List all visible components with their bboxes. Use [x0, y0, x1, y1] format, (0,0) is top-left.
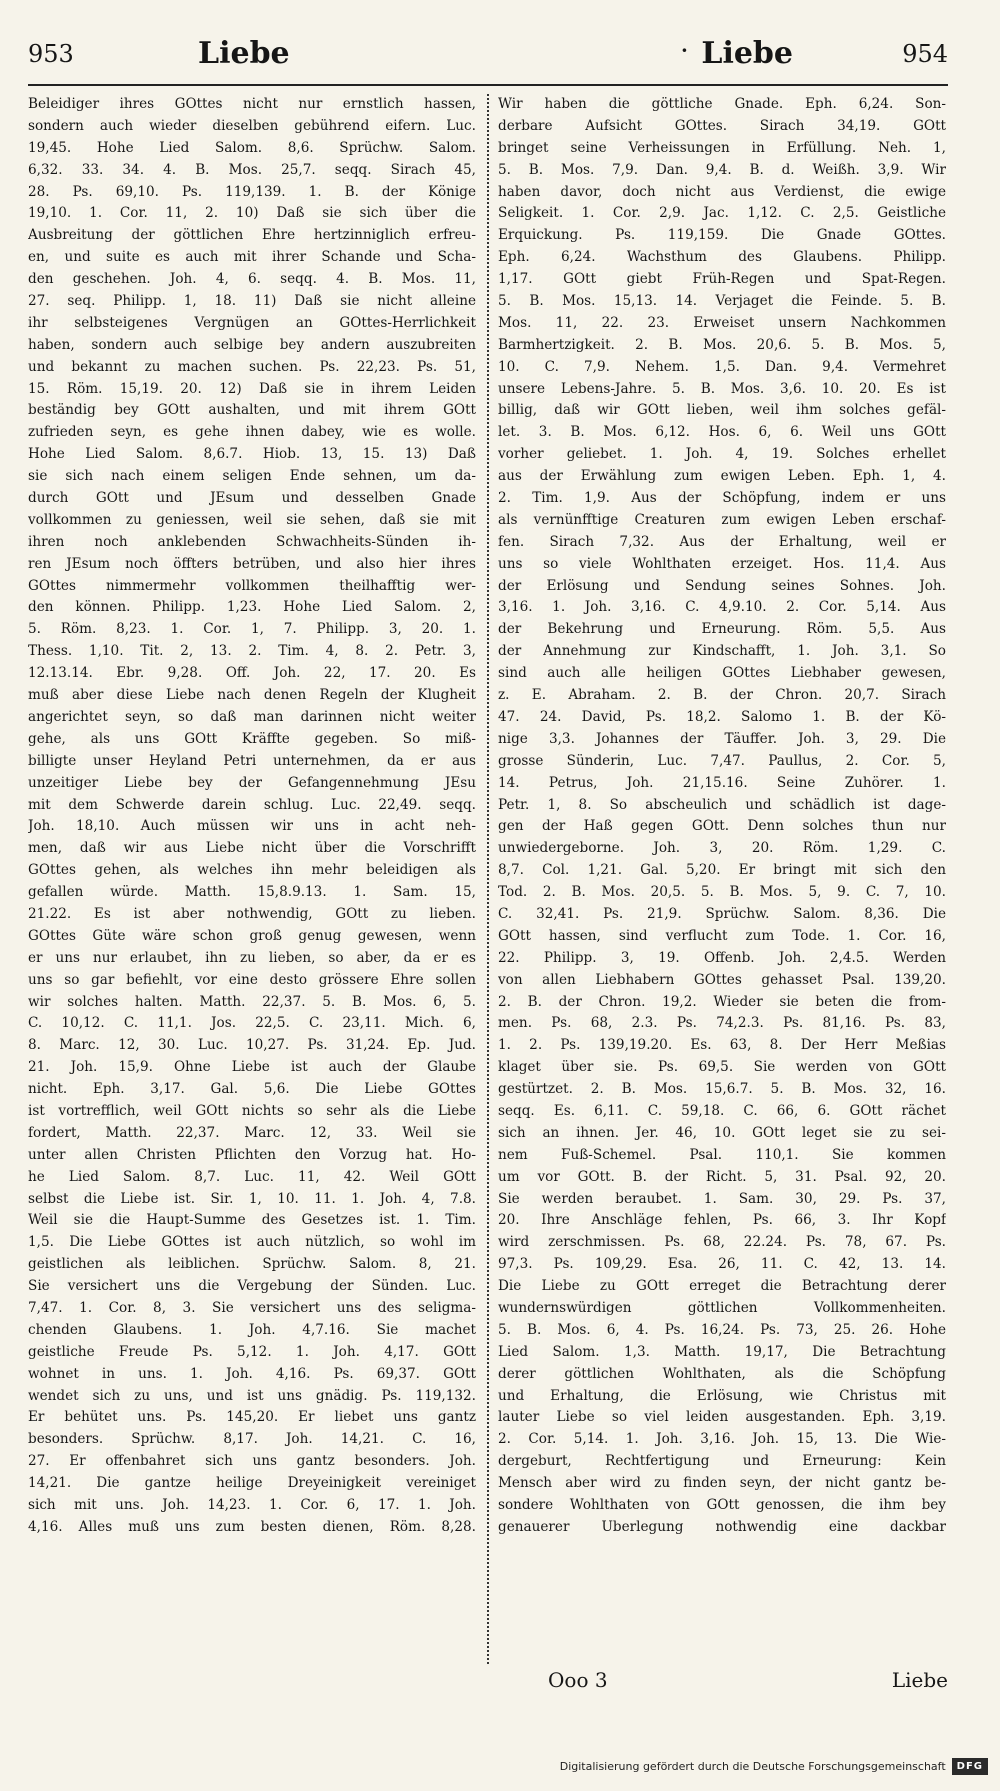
text-line: haben, sondern auch selbige bey andern auszubreiten	[28, 336, 476, 353]
right-running-title: Liebe	[701, 36, 793, 71]
text-line: sind auch alle heiligen GOttes Liebhaber gewesen,	[498, 665, 946, 682]
text-line: 4,16. Alles muß uns zum besten dienen, Röm. 8,28.	[28, 1518, 476, 1535]
text-line: wohnet in uns. 1. Joh. 4,16. Ps. 69,37. GOtt	[28, 1365, 476, 1382]
text-line: besonders. Sprüchw. 8,17. Joh. 14,21. C. 16,	[28, 1431, 476, 1448]
text-line: durch GOtt und JEsum und desselben Gnade	[28, 490, 476, 507]
text-line: he Lied Salom. 8,7. Luc. 11, 42. Weil GOtt	[28, 1168, 476, 1185]
text-line: 6,32. 33. 34. 4. B. Mos. 25,7. seqq. Sirach 45,	[28, 161, 476, 178]
text-line: C. 10,12. C. 11,1. Jos. 22,5. C. 23,11. Mich. 6,	[28, 1015, 476, 1032]
text-line: genauerer Uberlegung nothwendig eine dackbar	[498, 1518, 946, 1535]
catchword: Liebe	[891, 1668, 948, 1692]
credit-text: Digitalisierung gefördert durch die Deutsche Forschungsgemeinschaft	[559, 1759, 946, 1773]
text-line: 22. Philipp. 3, 19. Offenb. Joh. 2,4.5. Werden	[498, 949, 946, 966]
text-line: 2. Cor. 5,14. 1. Joh. 3,16. Joh. 15, 13. Die Wie-	[498, 1431, 946, 1448]
text-line: Die Liebe zu GOtt erreget die Betrachtung derer	[498, 1278, 946, 1295]
left-page-number: 953	[28, 40, 74, 68]
left-running-title: Liebe	[198, 36, 290, 71]
text-line: Beleidiger ihres GOttes nicht nur ernstlich hassen,	[28, 96, 476, 112]
text-line: als vernünfftige Creaturen zum ewigen Leben erschaf-	[498, 511, 946, 528]
text-line: C. 32,41. Ps. 21,9. Sprüchw. Salom. 8,36. Die	[498, 905, 946, 922]
text-line: ihren noch anklebenden Schwachheits-Sünden ih-	[28, 533, 476, 550]
text-line: GOtt hassen, sind verflucht zum Tode. 1. Cor. 16,	[498, 927, 946, 944]
text-line: dergeburt, Rechtfertigung und Erneurung: Kein	[498, 1453, 946, 1470]
text-line: 14,21. Die gantze heilige Dreyeinigkeit vereiniget	[28, 1475, 476, 1492]
text-line: 12.13.14. Ebr. 9,28. Off. Joh. 22, 17. 20. Es	[28, 665, 476, 682]
text-line: sondern auch wieder dieselben gebührend eifern. Luc.	[28, 117, 476, 134]
text-line: wir solches halten. Matth. 22,37. 5. B. Mos. 6, 5.	[28, 993, 476, 1010]
text-line: 97,3. Ps. 109,29. Esa. 26, 11. C. 42, 13. 14.	[498, 1256, 946, 1273]
text-line: er uns nur erlaubet, ihn zu lieben, so aber, da er es	[28, 949, 476, 966]
text-line: 27. Er offenbahret sich uns gantz besonders. Joh.	[28, 1453, 476, 1470]
text-line: nem Fuß-Schemel. Psal. 110,1. Sie kommen	[498, 1146, 946, 1163]
text-line: z. E. Abraham. 2. B. der Chron. 20,7. Sirach	[498, 687, 946, 704]
page-header	[28, 32, 948, 80]
text-line: sie sich nach einem seligen Ende sehnen, um da-	[28, 468, 476, 485]
text-line: men, daß wir aus Liebe nicht über die Vorschrifft	[28, 840, 476, 857]
text-line: Seligkeit. 1. Cor. 2,9. Jac. 1,12. C. 2,5. Geistliche	[498, 205, 946, 222]
text-line: 15. Röm. 15,19. 20. 12) Daß sie in ihrem Leiden	[28, 380, 476, 397]
text-line: muß aber diese Liebe nach denen Regeln der Klugheit	[28, 687, 476, 704]
right-text-column	[498, 94, 946, 1539]
text-line: 27. seq. Philipp. 1, 18. 11) Daß sie nicht alleine	[28, 293, 476, 310]
text-line: Mensch aber wird zu finden seyn, der nicht gantz be-	[498, 1475, 946, 1492]
text-line: Weil sie die Haupt-Summe des Gesetzes ist. 1. Tim.	[28, 1212, 476, 1229]
text-line: 5. Röm. 8,23. 1. Cor. 1, 7. Philipp. 3, 20. 1.	[28, 621, 476, 638]
text-line: Er behütet uns. Ps. 145,20. Er liebet uns gantz	[28, 1409, 476, 1426]
text-line: 7,47. 1. Cor. 8, 3. Sie versichert uns des seligma-	[28, 1299, 476, 1316]
text-line: um vor GOtt. B. der Richt. 5, 31. Psal. 92, 20.	[498, 1168, 946, 1185]
text-line: der Bekehrung und Erneurung. Röm. 5,5. Aus	[498, 621, 946, 638]
digitization-credit	[560, 1755, 988, 1777]
text-line: nige 3,3. Johannes der Täuffer. Joh. 3, 29. Die	[498, 730, 946, 747]
text-line: geistlichen als leiblichen. Sprüchw. Salom. 8, 21.	[28, 1256, 476, 1273]
text-line: derbare Aufsicht GOttes. Sirach 34,19. GOtt	[498, 117, 946, 134]
text-line: wird zerschmissen. Ps. 68, 22.24. Ps. 78, 67. Ps.	[498, 1234, 946, 1251]
text-line: sich an ihnen. Jer. 46, 10. GOtt leget sie zu sei-	[498, 1124, 946, 1141]
text-line: ren JEsum noch öffters betrüben, und also hier ihres	[28, 555, 476, 572]
text-line: Petr. 1, 8. So abscheulich und schädlich ist dage-	[498, 796, 946, 813]
text-line: ihr selbsteigenes Vergnügen an GOttes-Herrlichkeit	[28, 314, 476, 331]
text-line: 19,45. Hohe Lied Salom. 8,6. Sprüchw. Salom.	[28, 139, 476, 156]
signature-mark: Ooo 3	[548, 1668, 608, 1692]
text-line: Joh. 18,10. Auch müssen wir uns in acht neh-	[28, 818, 476, 835]
text-line: 20. Ihre Anschläge fehlen, Ps. 66, 3. Ihr Kopf	[498, 1212, 946, 1229]
text-line: aus der Erwählung zum ewigen Leben. Eph. 1, 4.	[498, 468, 946, 485]
text-line: 3,16. 1. Joh. 3,16. C. 4,9.10. 2. Cor. 5,14. Aus	[498, 599, 946, 616]
text-line: 2. B. der Chron. 19,2. Wieder sie beten die from-	[498, 993, 946, 1010]
text-line: Sie versichert uns die Vergebung der Sünden. Luc.	[28, 1278, 476, 1295]
text-line: 28. Ps. 69,10. Ps. 119,139. 1. B. der Könige	[28, 183, 476, 200]
left-text-column	[28, 94, 476, 1539]
text-line: Erquickung. Ps. 119,159. Die Gnade GOttes.	[498, 227, 946, 244]
text-line: 19,10. 1. Cor. 11, 2. 10) Daß sie sich über die	[28, 205, 476, 222]
text-line: Lied Salom. 1,3. Matth. 19,17, Die Betrachtung	[498, 1343, 946, 1360]
text-line: selbst die Liebe ist. Sir. 1, 10. 11. 1. Joh. 4, 7.8.	[28, 1190, 476, 1207]
text-line: 21. Joh. 15,9. Ohne Liebe ist auch der Glaube	[28, 1059, 476, 1076]
text-line: uns so viele Wohlthaten erzeiget. Hos. 11,4. Aus	[498, 555, 946, 572]
text-line: GOttes gehen, als welches ihn mehr beleidigen als	[28, 862, 476, 879]
text-line: men. Ps. 68, 2.3. Ps. 74,2.3. Ps. 81,16. Ps. 83,	[498, 1015, 946, 1032]
text-line: let. 3. B. Mos. 6,12. Hos. 6, 6. Weil uns GOtt	[498, 424, 946, 441]
text-line: Barmhertzigkeit. 2. B. Mos. 20,6. 5. B. Mos. 5,	[498, 336, 946, 353]
text-line: angerichtet seyn, so daß man darinnen nicht weiter	[28, 708, 476, 725]
text-line: den können. Philipp. 1,23. Hohe Lied Salom. 2,	[28, 599, 476, 616]
text-line: 10. C. 7,9. Nehem. 1,5. Dan. 9,4. Vermehret	[498, 358, 946, 375]
text-line: der Annehmung zur Kindschafft, 1. Joh. 3,1. So	[498, 643, 946, 660]
text-line: 1,17. GOtt giebt Früh-Regen und Spat-Regen.	[498, 271, 946, 288]
text-line: sich mit uns. Joh. 14,23. 1. Cor. 6, 17. 1. Joh.	[28, 1497, 476, 1513]
text-line: ist vortrefflich, weil GOtt nichts so sehr als die Liebe	[28, 1102, 476, 1119]
text-line: Wir haben die göttliche Gnade. Eph. 6,24. Son-	[498, 96, 946, 112]
text-line: seqq. Es. 6,11. C. 59,18. C. 66, 6. GOtt rächet	[498, 1102, 946, 1119]
text-line: Ausbreitung der göttlichen Ehre hertzinniglich erfreu-	[28, 227, 476, 244]
text-line: en, und suite es auch mit ihrer Schande und Scha-	[28, 249, 476, 266]
text-line: gefallen würde. Matth. 15,8.9.13. 1. Sam. 15,	[28, 884, 476, 901]
text-line: und bekannt zu machen suchen. Ps. 22,23. Ps. 51,	[28, 358, 476, 375]
text-line: geistliche Freude Ps. 5,12. 1. Joh. 4,17. GOtt	[28, 1343, 476, 1360]
text-line: GOttes Güte wäre schon groß genug gewesen, wenn	[28, 927, 476, 944]
text-line: 1,5. Die Liebe GOttes ist auch nützlich, so wohl im	[28, 1234, 476, 1251]
text-line: fordert, Matth. 22,37. Marc. 12, 33. Weil sie	[28, 1124, 476, 1141]
right-page-number: 954	[902, 40, 948, 68]
text-line: sondere Wohlthaten von GOtt genossen, die ihm bey	[498, 1497, 946, 1513]
text-line: 1. 2. Ps. 139,19.20. Es. 63, 8. Der Herr Meßias	[498, 1037, 946, 1054]
text-line: gestürtzet. 2. B. Mos. 15,6.7. 5. B. Mos. 32, 16.	[498, 1081, 946, 1098]
header-rule	[28, 84, 948, 86]
text-line: grosse Sünderin, Luc. 7,47. Paullus, 2. Cor. 5,	[498, 752, 946, 769]
text-line: Mos. 11, 22. 23. Erweiset unsern Nachkommen	[498, 314, 946, 331]
text-line: der Erlösung und Sendung seines Sohnes. Joh.	[498, 577, 946, 594]
text-line: 5. B. Mos. 7,9. Dan. 9,4. B. d. Weißh. 3,9. Wir	[498, 161, 946, 178]
text-line: bringet seine Verheissungen in Erfüllung. Neh. 1,	[498, 139, 946, 156]
text-line: 21.22. Es ist aber nothwendig, GOtt zu lieben.	[28, 905, 476, 922]
text-line: fen. Sirach 7,32. Aus der Erhaltung, weil er	[498, 533, 946, 550]
text-line: Sie werden beraubet. 1. Sam. 30, 29. Ps. 37,	[498, 1190, 946, 1207]
text-line: unwiedergeborne. Joh. 3, 20. Röm. 1,29. C.	[498, 840, 946, 857]
text-line: 8,7. Col. 1,21. Gal. 5,20. Er bringt mit sich den	[498, 862, 946, 879]
text-line: mit dem Schwerde darein schlug. Luc. 22,49. seqq.	[28, 796, 476, 813]
text-line: 5. B. Mos. 6, 4. Ps. 16,24. Ps. 73, 25. 26. Hohe	[498, 1321, 946, 1338]
text-line: billigte unser Heyland Petri unternehmen, da er aus	[28, 752, 476, 769]
column-divider	[487, 94, 489, 1664]
text-line: von allen Liebhabern GOttes gehasset Psal. 139,20.	[498, 971, 946, 988]
text-line: Thess. 1,10. Tit. 2, 13. 2. Tim. 4, 8. 2. Petr. 3,	[28, 643, 476, 660]
text-line: beständig bey GOtt aushalten, und mit ihrem GOtt	[28, 402, 476, 419]
text-line: uns so gar befiehlt, vor eine desto grössere Ehre sollen	[28, 971, 476, 988]
text-line: und Erhaltung, die Erlösung, wie Christus mit	[498, 1387, 946, 1404]
text-line: billig, daß wir GOtt lieben, weil ihm solches gefäl-	[498, 402, 946, 419]
text-line: haben davor, doch nicht aus Verdienst, die ewige	[498, 183, 946, 200]
text-line: Tod. 2. B. Mos. 20,5. 5. B. Mos. 5, 9. C. 7, 10.	[498, 884, 946, 901]
text-line: den geschehen. Joh. 4, 6. seqq. 4. B. Mos. 11,	[28, 271, 476, 288]
text-line: 47. 24. David, Ps. 18,2. Salomo 1. B. der Kö-	[498, 708, 946, 725]
text-line: chenden Glaubens. 1. Joh. 4,7.16. Sie machet	[28, 1321, 476, 1338]
text-line: unzeitiger Liebe bey der Gefangennehmung JEsu	[28, 774, 476, 791]
text-line: gen der Haß gegen GOtt. Denn solches thun nur	[498, 818, 946, 835]
text-line: 2. Tim. 1,9. Aus der Schöpfung, indem er uns	[498, 490, 946, 507]
text-line: 8. Marc. 12, 30. Luc. 10,27. Ps. 31,24. Ep. Jud.	[28, 1037, 476, 1054]
text-line: lauter Liebe so viel leiden ausgestanden. Eph. 3,19.	[498, 1409, 946, 1426]
text-line: Eph. 6,24. Wachsthum des Glaubens. Philipp.	[498, 249, 946, 266]
text-line: wendet sich zu uns, und ist uns gnädig. Ps. 119,132.	[28, 1387, 476, 1404]
text-line: 14. Petrus, Joh. 21,15.16. Seine Zuhörer. 1.	[498, 774, 946, 791]
header-ornament-dot: ·	[680, 34, 689, 67]
text-line: Hohe Lied Salom. 8,6.7. Hiob. 13, 15. 13) Daß	[28, 446, 476, 463]
text-line: GOttes nimmermehr vollkommen theilhafftig wer-	[28, 577, 476, 594]
text-line: vorher geliebet. 1. Joh. 4, 19. Solches erhellet	[498, 446, 946, 463]
dfg-logo: DFG	[952, 1758, 988, 1775]
text-line: unter allen Christen Pflichten den Vorzug hat. Ho-	[28, 1146, 476, 1163]
text-line: wundernswürdigen göttlichen Vollkommenheiten.	[498, 1299, 946, 1316]
text-line: vollkommen zu geniessen, weil sie sehen, daß sie mit	[28, 511, 476, 528]
text-line: 5. B. Mos. 15,13. 14. Verjaget die Feinde. 5. B.	[498, 293, 946, 310]
text-line: derer göttlichen Wohlthaten, als die Schöpfung	[498, 1365, 946, 1382]
text-line: nicht. Eph. 3,17. Gal. 5,6. Die Liebe GOttes	[28, 1081, 476, 1098]
text-line: unsere Lebens-Jahre. 5. B. Mos. 3,6. 10. 20. Es ist	[498, 380, 946, 397]
book-page	[28, 32, 948, 1722]
text-line: klaget über sie. Ps. 69,5. Sie werden von GOtt	[498, 1059, 946, 1076]
text-line: gehe, als uns GOtt Kräffte gegeben. So miß-	[28, 730, 476, 747]
text-line: zufrieden seyn, es gehe ihnen dabey, wie es wolle.	[28, 424, 476, 441]
